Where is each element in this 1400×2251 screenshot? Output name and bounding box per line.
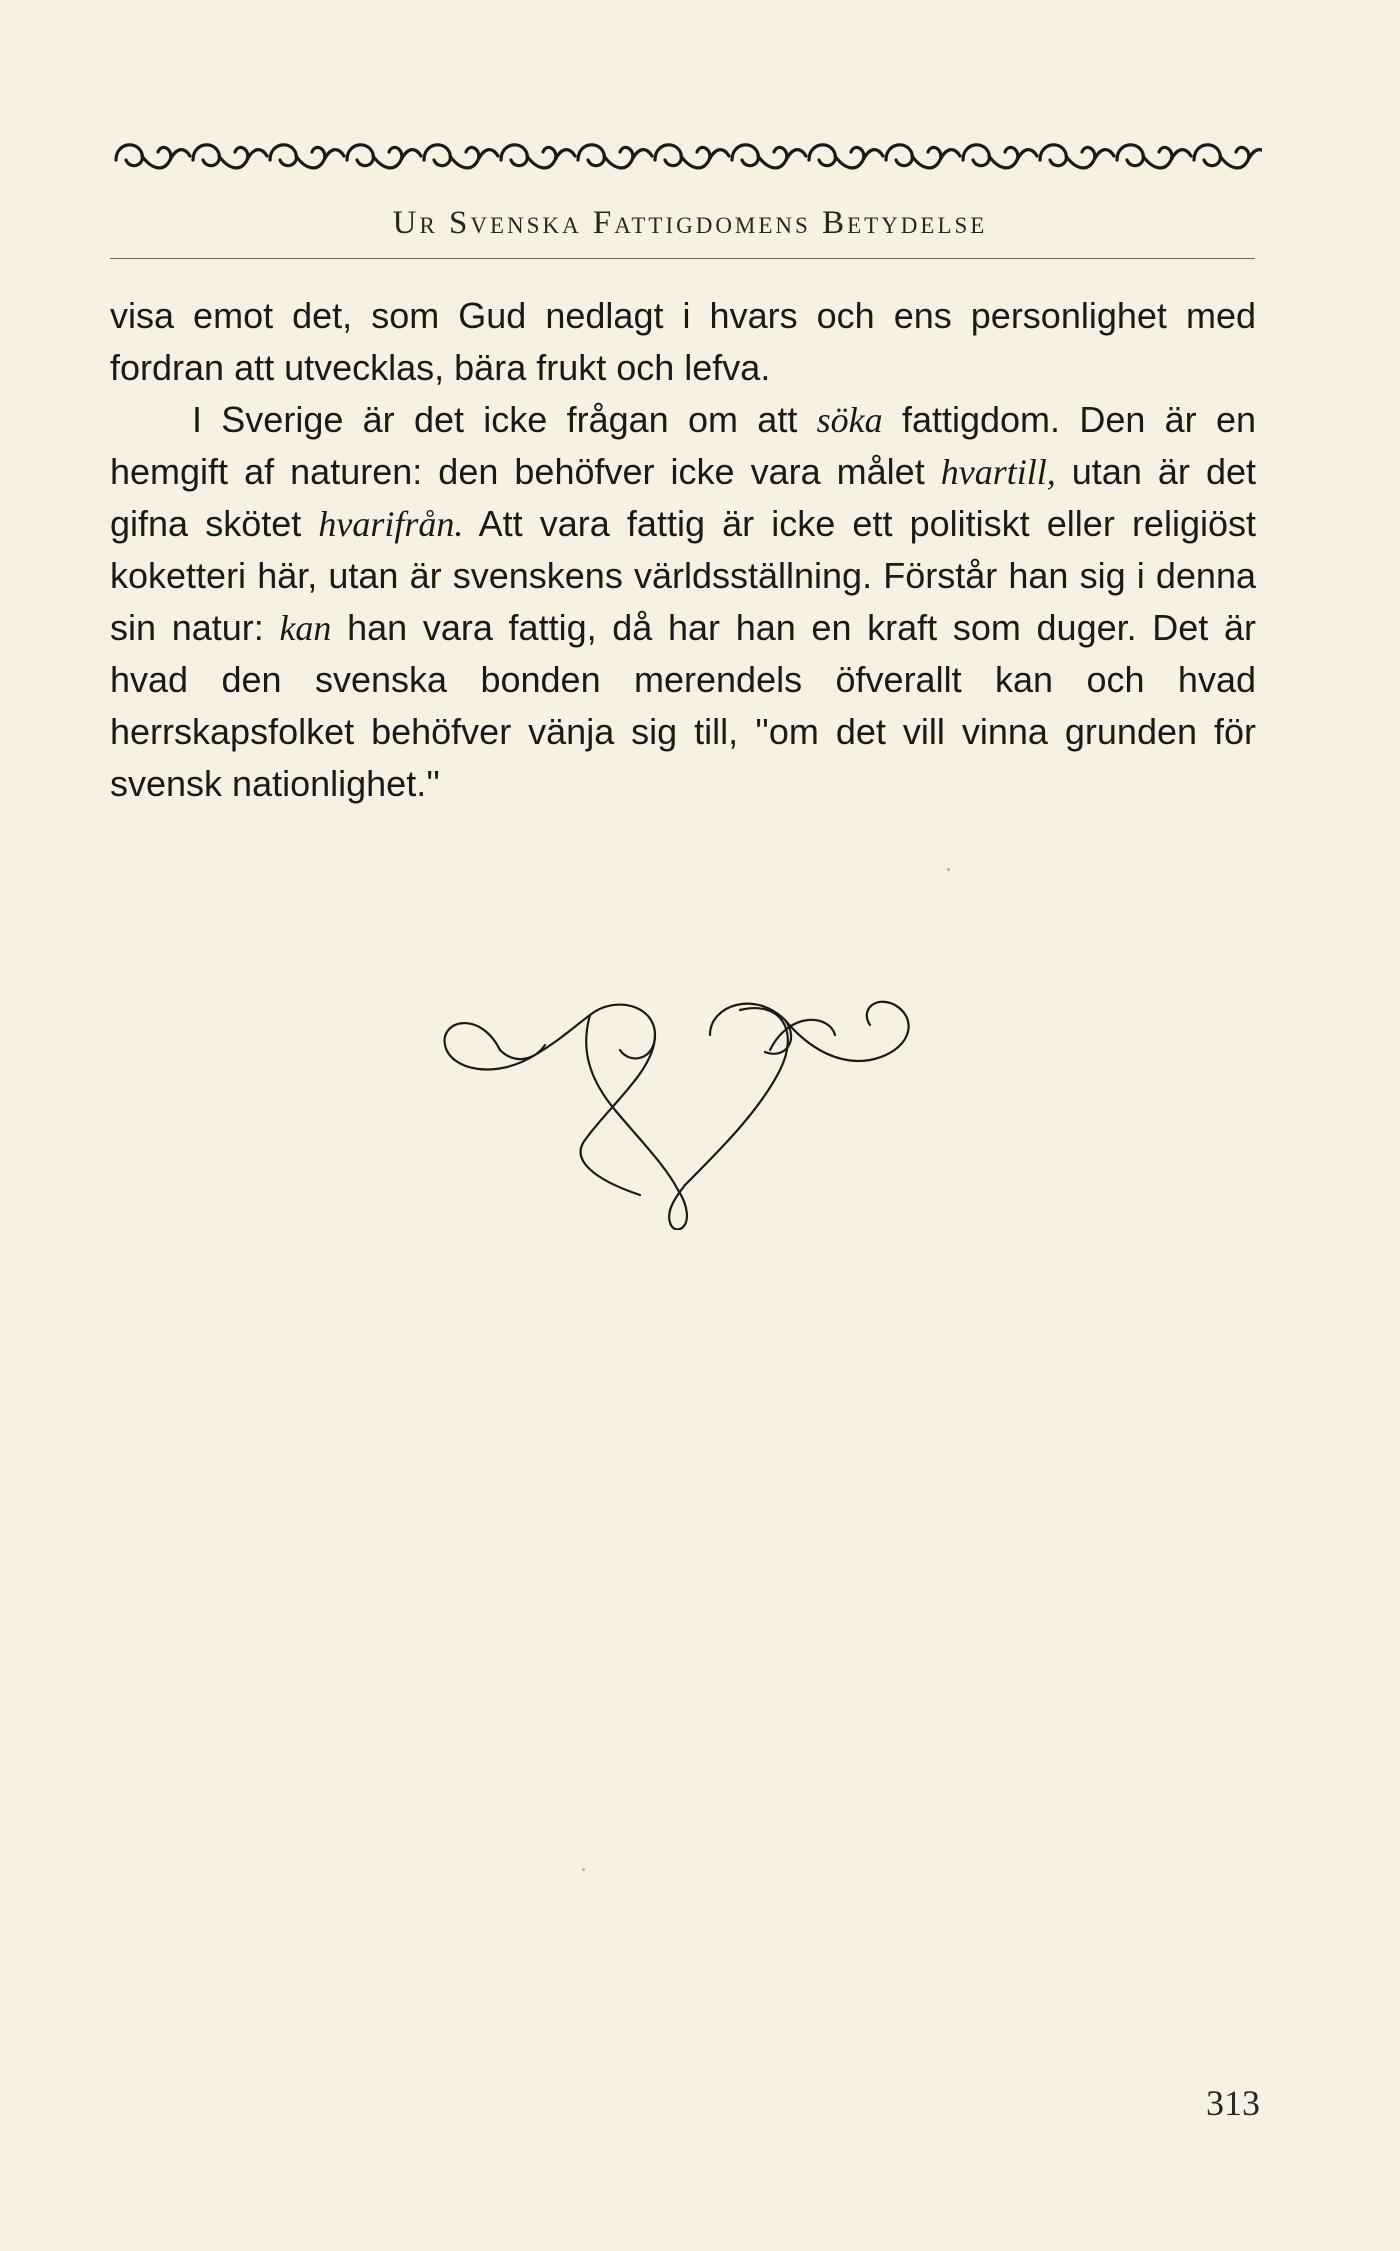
page-number: 313: [1206, 2083, 1260, 2123]
scroll-motif: [655, 145, 729, 168]
text-run: utan är det gifna skötet: [110, 451, 1256, 544]
paper-speck: [582, 1868, 585, 1871]
scroll-motif: [501, 145, 575, 168]
text-run: fattigdom. Den är en hemgift af naturen: den behöfver icke vara målet: [110, 399, 1257, 492]
text-run: han vara fattig, då har han en kraft som duger. Det är hvad den svenska bonden merendels öfverallt kan och hvad herrskapsfolket behöfver vänja sig till, ''om det vill vinna grunden för svensk nationlighet.'': [110, 607, 1256, 804]
scroll-motif: [347, 145, 421, 168]
body-text: [110, 290, 1256, 810]
text-run: Att vara fattig är icke ett politiskt eller religiöst koketteri här, utan är svenskens världsställning. Förstår han sig i denna sin natur:: [110, 503, 1256, 648]
scroll-motif: [424, 145, 498, 168]
paper-speck: [947, 868, 950, 871]
scroll-motif: [1040, 145, 1114, 168]
heart-scroll-ornament: [440, 990, 930, 1230]
scroll-motif: [270, 145, 344, 168]
header-rule: [110, 258, 1255, 259]
italic-text: söka: [816, 400, 883, 440]
scroll-motif: [1194, 145, 1262, 168]
scroll-motif: [193, 145, 267, 168]
italic-text: hvarifrån.: [318, 504, 464, 544]
italic-text: kan: [279, 608, 332, 648]
text-run: visa emot det, som Gud nedlagt i hvars och ens personlighet med fordran att utvecklas, bära frukt och lefva.: [110, 295, 1256, 388]
scroll-motif: [732, 145, 806, 168]
scroll-motif: [1117, 145, 1191, 168]
scroll-motif: [116, 145, 190, 168]
paragraph: [110, 394, 1256, 810]
scroll-motif: [963, 145, 1037, 168]
italic-text: hvartill,: [940, 452, 1056, 492]
scroll-motif: [809, 145, 883, 168]
scroll-motif: [886, 145, 960, 168]
scroll-motif: [578, 145, 652, 168]
text-run: I Sverige är det icke frågan om att: [192, 399, 817, 440]
paragraph: [110, 290, 1256, 394]
running-head: Ur Svenska Fattigdomens Betydelse: [392, 205, 988, 241]
scroll-border-ornament: [112, 130, 1262, 180]
